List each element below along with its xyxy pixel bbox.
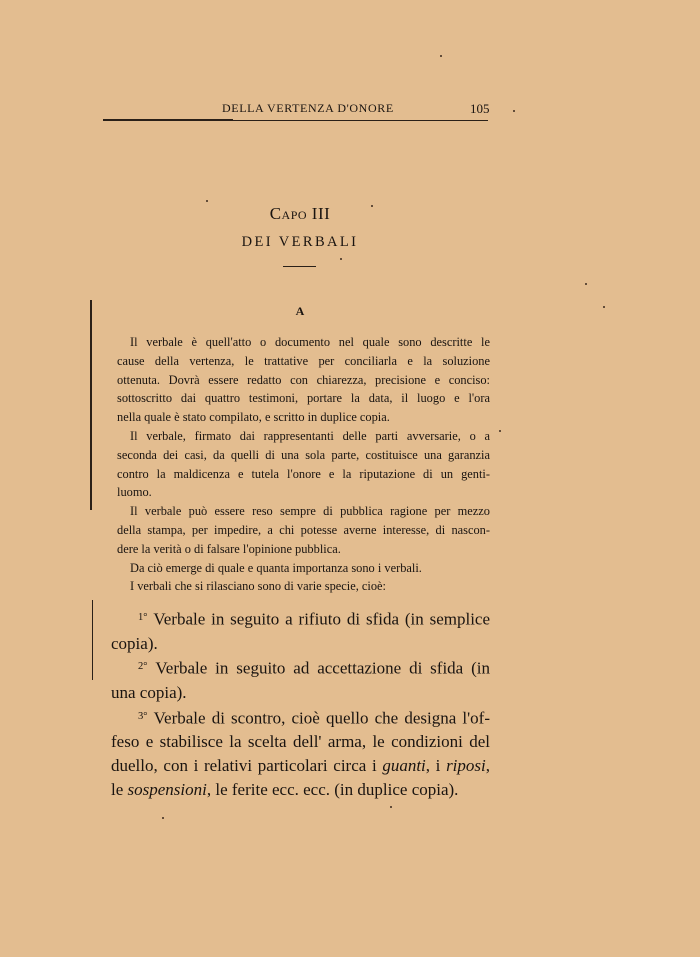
- list-ordinal: 1°: [138, 612, 148, 623]
- running-head-title: DELLA VERTENZA D'ONORE: [222, 101, 394, 115]
- paper-speck: [162, 817, 164, 819]
- italic-term: guanti: [382, 755, 426, 775]
- list-item-line: una copia).: [111, 682, 187, 702]
- body-list: [111, 606, 490, 802]
- paper-speck: [585, 283, 587, 285]
- list-text: Verbale in seguito ad accettazione di sfida (in: [155, 659, 490, 679]
- margin-mark-lower: [92, 600, 93, 680]
- list-item-line: [111, 778, 490, 802]
- list-text: le: [111, 779, 128, 799]
- page-number: 105: [470, 101, 490, 116]
- list-text: Verbale in seguito a rifiuto di sfida (in semplice: [153, 609, 491, 629]
- list-ordinal: 3°: [138, 710, 148, 722]
- italic-term: sospensioni: [127, 779, 207, 799]
- body-small-text: [117, 333, 490, 596]
- list-item-line: [111, 655, 490, 681]
- text-line: Da ciò emerge di quale e quanta importanza sono i verbali.: [130, 560, 422, 575]
- paper-speck: [603, 306, 605, 308]
- section-letter: A: [295, 304, 305, 318]
- list-text: , le ferite ecc. ecc. (in duplice copia).: [206, 779, 459, 799]
- text-line: nella quale è stato compilato, e scritto in duplice copia.: [117, 410, 390, 425]
- italic-term: riposi: [446, 755, 486, 775]
- chapter-subtitle: DEI VERBALI: [241, 234, 359, 250]
- paper-speck: [390, 806, 392, 808]
- list-item-line: [111, 705, 490, 731]
- text-line: ottenuta. Dovrà essere redatto con chiarezza, precisione e conciso:: [117, 372, 490, 387]
- list-item-line: [111, 754, 490, 778]
- list-text: ,: [485, 755, 490, 775]
- paper-speck: [499, 430, 501, 432]
- paper-speck: [206, 200, 208, 202]
- paper-speck: [371, 205, 373, 207]
- chapter-divider: [283, 266, 316, 267]
- header-rule-accent: [103, 119, 233, 121]
- list-text: duello, con i relativi particolari circa i: [111, 755, 383, 775]
- list-ordinal: 2°: [138, 661, 148, 673]
- paper-speck: [340, 258, 342, 260]
- list-text: , i: [425, 755, 447, 775]
- paper-speck: [440, 55, 442, 57]
- text-line: luomo.: [117, 485, 152, 500]
- text-line: cause della vertenza, le trattative per conciliarla e la soluzione: [117, 353, 490, 368]
- text-line: Il verbale, firmato dai rappresentanti delle parti avversarie, o a: [130, 428, 490, 443]
- text-line: I verbali che si rilasciano sono di varie specie, cioè:: [130, 579, 386, 594]
- text-line: della stampa, per impedire, a chi potesse averne interesse, di nascon-: [117, 522, 490, 537]
- paper-speck: [513, 110, 515, 112]
- list-item-line: feso e stabilisce la scelta dell' arma, le condizioni del: [111, 732, 490, 752]
- list-text: Verbale di scontro, cioè quello che designa l'of-: [153, 708, 491, 728]
- text-line: dere la verità o di falsare l'opinione pubblica.: [117, 541, 341, 556]
- list-item-line: [111, 606, 490, 632]
- text-line: contro la maldicenza e tutela l'onore e la riputazione di un genti-: [117, 466, 490, 481]
- margin-mark: [90, 300, 92, 510]
- text-line: Il verbale è quell'atto o documento nel quale sono descritte le: [130, 335, 490, 349]
- text-line: seconda dei casi, da quelli di una sola parte, costituisce una garanzia: [117, 447, 490, 462]
- text-line: sottoscritto dai quattro testimoni, portare la data, il luogo e l'ora: [117, 391, 490, 406]
- text-line: Il verbale può essere reso sempre di pubblica ragione per mezzo: [130, 504, 490, 519]
- list-item-line: copia).: [111, 633, 158, 653]
- chapter-title: Capo III: [269, 204, 331, 223]
